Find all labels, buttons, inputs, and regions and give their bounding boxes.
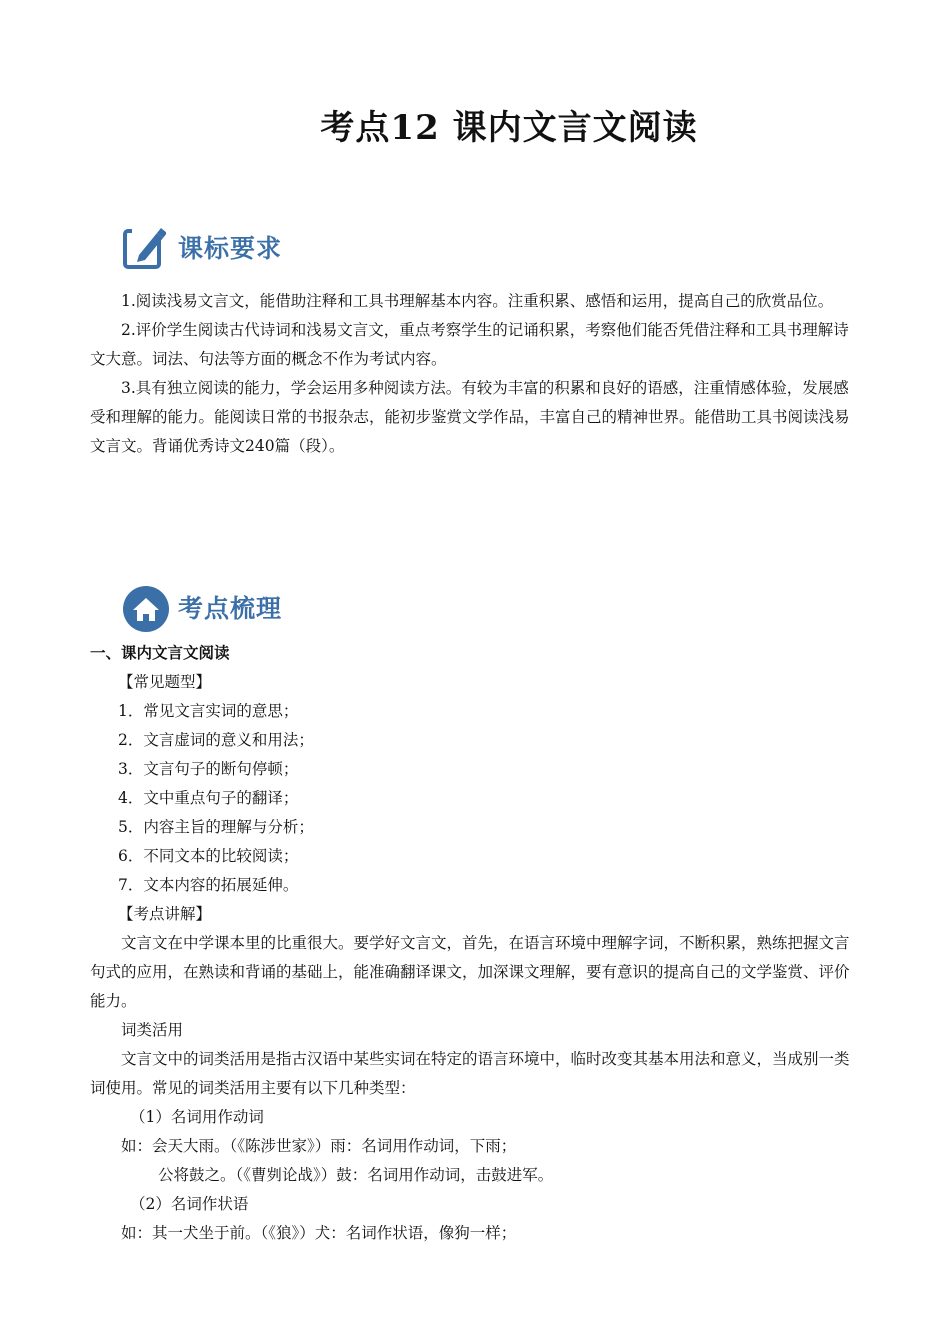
- paragraph: 文言文在中学课本里的比重很大。要学好文言文，首先，在语言环境中理解字词，不断积累，熟练把握文言句式的应用，在熟读和背诵的基础上，能准确翻译课文，加深课文理解，要有意识的提高自己的文学鉴赏、评价能力。: [90, 934, 850, 1010]
- paragraph: 1.阅读浅易文言文，能借助注释和工具书理解基本内容。注重积累、感悟和运用，提高自己的欣赏品位。: [121, 292, 834, 310]
- example-line: 如：会天大雨。（《陈涉世家》）雨：名词用作动词，下雨；: [121, 1137, 517, 1155]
- home-icon: [122, 585, 166, 629]
- list-item: 4．文中重点句子的翻译；: [118, 789, 299, 807]
- pencil-edit-icon: [122, 225, 166, 269]
- list-item: 2．文言虚词的意义和用法；: [118, 731, 314, 749]
- example-line: 如：其一犬坐于前。（《狼》）犬：名词作状语，像狗一样；: [121, 1224, 517, 1242]
- example-line: 公将鼓之。（《曹刿论战》）鼓：名词用作动词，击鼓进军。: [158, 1166, 554, 1184]
- points-text: [90, 639, 862, 1248]
- type-heading: （2）名词作状语: [130, 1195, 249, 1213]
- subheading: 词类活用: [121, 1021, 184, 1039]
- standards-text: [90, 287, 862, 461]
- paragraph: 2.评价学生阅读古代诗词和浅易文言文，重点考察学生的记诵积累，考察他们能否凭借注释和工具书理解诗文大意。词法、句法等方面的概念不作为考试内容。: [90, 321, 849, 368]
- list-item: 7．文本内容的拓展延伸。: [118, 876, 299, 894]
- list-item: 6．不同文本的比较阅读；: [118, 847, 299, 865]
- section-label: 课标要求: [178, 234, 283, 263]
- list-item: 3．文言句子的断句停顿；: [118, 760, 299, 778]
- paragraph: 文言文中的词类活用是指古汉语中某些实词在特定的语言环境中，临时改变其基本用法和意义，当成别一类词使用。常见的词类活用主要有以下几种类型：: [90, 1050, 850, 1097]
- section-heading: 一、课内文言文阅读: [90, 644, 230, 662]
- page-title: 考点12 课内文言文阅读: [320, 108, 698, 148]
- paragraph: 3.具有独立阅读的能力，学会运用多种阅读方法。有较为丰富的积累和良好的语感，注重情感体验，发展感受和理解的能力。能阅读日常的书报杂志，能初步鉴赏文学作品，丰富自己的精神世界。能借助工具书阅读浅易文言文。背诵优秀诗文240篇（段）。: [90, 379, 850, 455]
- list-item: 5．内容主旨的理解与分析；: [118, 818, 314, 836]
- bracket-label: 【考点讲解】: [118, 905, 212, 923]
- type-heading: （1）名词用作动词: [130, 1108, 264, 1126]
- section-header-standards: [122, 222, 282, 272]
- section-header-points: [122, 582, 282, 632]
- bracket-label: 【常见题型】: [118, 673, 212, 691]
- list-item: 1．常见文言实词的意思；: [118, 702, 299, 720]
- section-label: 考点梳理: [178, 594, 283, 623]
